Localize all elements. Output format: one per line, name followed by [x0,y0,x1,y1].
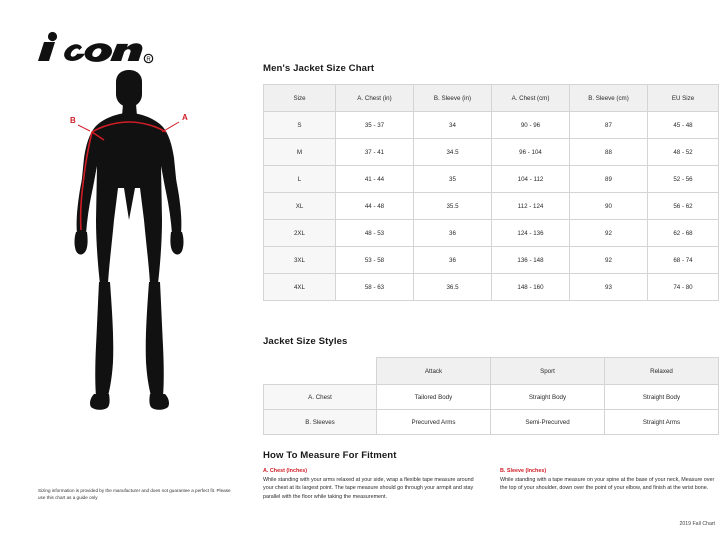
size-chart-table [263,84,719,301]
cell-attack-chest: Tailored Body [377,385,491,410]
cell-sleeve-in: 36 [414,220,492,247]
styles-corner-cell [264,358,377,385]
how-to-measure-title: How To Measure For Fitment [263,450,397,461]
cell-chest-in: 58 - 63 [336,274,414,301]
table-header-row [264,85,719,112]
measure-body-chest: While standing with your arms relaxed at your side, wrap a flexible tape measure around your chest at its largest point. The tape measure should go through your armpit and stay parallel with the floor while taking the measurement. [263,476,474,500]
cell-chest-cm: 104 - 112 [492,166,570,193]
col-header-sleeve-cm: B. Sleeve (cm) [570,85,648,112]
col-header-attack: Attack [377,358,491,385]
figure-label-b: B [70,116,76,125]
col-header-eu-size: EU Size [648,85,719,112]
cell-size: 4XL [264,274,336,301]
cell-eu-size: 74 - 80 [648,274,719,301]
col-header-sport: Sport [491,358,605,385]
cell-size: 3XL [264,247,336,274]
measurement-figure [30,70,240,420]
cell-sleeve-cm: 92 [570,220,648,247]
cell-sleeve-in: 34 [414,112,492,139]
cell-sleeve-cm: 90 [570,193,648,220]
col-header-sleeve-in: B. Sleeve (in) [414,85,492,112]
cell-eu-size: 52 - 56 [648,166,719,193]
right-column [258,0,720,540]
how-to-measure-section [263,468,718,502]
col-header-size: Size [264,85,336,112]
cell-sleeve-cm: 89 [570,166,648,193]
cell-eu-size: 68 - 74 [648,247,719,274]
col-header-chest-cm: A. Chest (cm) [492,85,570,112]
table-row [264,139,719,166]
cell-eu-size: 56 - 62 [648,193,719,220]
cell-sleeve-cm: 87 [570,112,648,139]
size-chart-title: Men's Jacket Size Chart [263,63,375,74]
measure-heading-sleeve: B. Sleeve (Inches) [500,468,547,474]
table-row [264,193,719,220]
cell-sport-sleeves: Semi-Precurved [491,410,605,435]
cell-sleeve-in: 36.5 [414,274,492,301]
measure-body-sleeve: While standing with a tape measure on your spine at the base of your neck, Measure over the top of your shoulder, down over the point of your elbow, and finish at the wrist bone. [500,476,715,492]
table-row [264,274,719,301]
table-row [264,220,719,247]
table-row [264,247,719,274]
cell-attack-sleeves: Precurved Arms [377,410,491,435]
cell-chest-in: 53 - 58 [336,247,414,274]
table-row [264,112,719,139]
jacket-size-styles-table [263,357,719,435]
table-row [264,410,719,435]
table-row [264,385,719,410]
cell-chest-in: 48 - 53 [336,220,414,247]
cell-sleeve-cm: 93 [570,274,648,301]
icon-brand-logo [38,30,156,64]
cell-chest-cm: 90 - 96 [492,112,570,139]
cell-size: XL [264,193,336,220]
row-header-chest: A. Chest [264,385,377,410]
disclaimer-text: Sizing information is provided by the manufacturer and does not guarantee a perfect fit. Please use this chart as a guide only [38,488,231,501]
svg-text:R: R [146,57,151,63]
cell-size: M [264,139,336,166]
cell-sleeve-in: 36 [414,247,492,274]
cell-size: L [264,166,336,193]
cell-sleeve-cm: 88 [570,139,648,166]
cell-size: S [264,112,336,139]
cell-sleeve-cm: 92 [570,247,648,274]
measure-item-sleeve [500,468,718,502]
cell-chest-in: 44 - 48 [336,193,414,220]
left-column [0,0,250,540]
table-row [264,166,719,193]
col-header-relaxed: Relaxed [605,358,719,385]
cell-size: 2XL [264,220,336,247]
row-header-sleeves: B. Sleeves [264,410,377,435]
cell-chest-cm: 124 - 136 [492,220,570,247]
cell-chest-in: 35 - 37 [336,112,414,139]
cell-chest-cm: 112 - 124 [492,193,570,220]
styles-header-row [264,358,719,385]
cell-sleeve-in: 34.5 [414,139,492,166]
cell-eu-size: 45 - 48 [648,112,719,139]
measure-heading-chest: A. Chest (Inches) [263,468,308,474]
cell-chest-cm: 148 - 160 [492,274,570,301]
cell-sleeve-in: 35.5 [414,193,492,220]
cell-chest-in: 37 - 41 [336,139,414,166]
measure-item-chest [263,468,481,502]
footer-chart-year: 2019 Fall Chart [679,521,715,527]
cell-sport-chest: Straight Body [491,385,605,410]
styles-chart-title: Jacket Size Styles [263,336,348,347]
figure-label-a: A [182,113,188,122]
cell-eu-size: 62 - 68 [648,220,719,247]
cell-relaxed-chest: Straight Body [605,385,719,410]
cell-chest-in: 41 - 44 [336,166,414,193]
col-header-chest-in: A. Chest (in) [336,85,414,112]
cell-relaxed-sleeves: Straight Arms [605,410,719,435]
cell-sleeve-in: 35 [414,166,492,193]
cell-eu-size: 48 - 52 [648,139,719,166]
cell-chest-cm: 136 - 148 [492,247,570,274]
cell-chest-cm: 96 - 104 [492,139,570,166]
